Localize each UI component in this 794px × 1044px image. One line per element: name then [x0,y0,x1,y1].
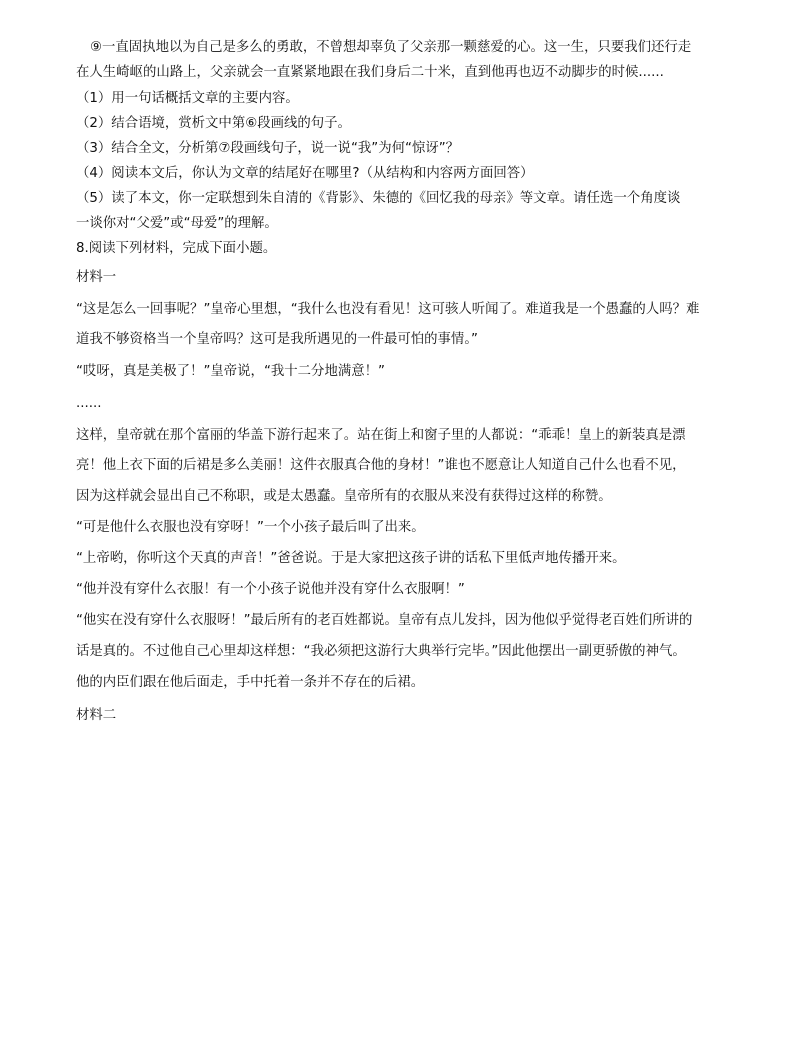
question-5-line-1: （5）读了本文，你一定联想到朱自清的《背影》、朱德的《回忆我的母亲》等文章。请任选一个角度谈 [76,191,681,206]
material-1-line: 这样，皇帝就在那个富丽的华盖下游行起来了。站在街上和窗子里的人都说：“乖乖！皇上的新装真是漂 [76,428,686,443]
material-1-label: 材料一 [76,270,117,285]
question-5-line-2: 一谈你对“父爱”或“母爱”的理解。 [76,216,278,231]
material-2-label: 材料二 [76,708,117,723]
material-1-line: “上帝哟，你听这个天真的声音！”爸爸说。于是大家把这孩子讲的话私下里低声地传播开来。 [76,551,626,566]
material-1-line: 他的内臣们跟在他后面走，手中托着一条并不存在的后裙。 [76,675,425,690]
question-1: （1）用一句话概括文章的主要内容。 [76,91,299,106]
question-2: （2）结合语境，赏析文中第⑥段画线的句子。 [76,116,351,131]
material-1-line: 道我不够资格当一个皇帝吗？这可是我所遇见的一件最可怕的事情。” [76,332,478,347]
question-3: （3）结合全文，分析第⑦段画线句子，说一说“我”为何“惊讶”？ [76,141,460,156]
material-1-line: 亮！他上衣下面的后裙是多么美丽！这件衣服真合他的身材！”谁也不愿意让人知道自己什么也看不见， [76,458,686,473]
material-1-ellipsis: ...... [76,396,102,411]
material-1-line: “他实在没有穿什么衣服呀！”最后所有的老百姓都说。皇帝有点儿发抖，因为他似乎觉得老百姓们所讲的 [76,613,693,628]
material-1-line: 话是真的。不过他自己心里却这样想：“我必须把这游行大典举行完毕。”因此他摆出一副更骄傲的神气。 [76,644,686,659]
question-4: （4）阅读本文后，你认为文章的结尾好在哪里?（从结构和内容两方面回答） [76,166,534,181]
material-1-line: “哎呀，真是美极了！”皇帝说，“我十二分地满意！” [76,364,385,379]
section-8-heading: 8.阅读下列材料，完成下面小题。 [76,241,277,256]
material-1-line: “这是怎么一回事呢？”皇帝心里想，“我什么也没有看见！这可骇人听闻了。难道我是一个愚蠢的人吗？难 [76,302,700,317]
material-1-line: “可是他什么衣服也没有穿呀！”一个小孩子最后叫了出来。 [76,520,425,535]
paragraph-9-line-2: 在人生崎岖的山路上，父亲就会一直紧紧地跟在我们身后二十米，直到他再也迈不动脚步的时候...... [76,65,664,80]
material-1-line: “他并没有穿什么衣服！有一个小孩子说他并没有穿什么衣服啊！” [76,582,465,597]
paragraph-9-line-1: ⑨一直固执地以为自己是多么的勇敢，不曾想却辜负了父亲那一颗慈爱的心。这一生，只要我们还行走 [90,40,692,55]
material-1-line: 因为这样就会显出自己不称职，或是太愚蠢。皇帝所有的衣服从来没有获得过这样的称赞。 [76,489,612,504]
